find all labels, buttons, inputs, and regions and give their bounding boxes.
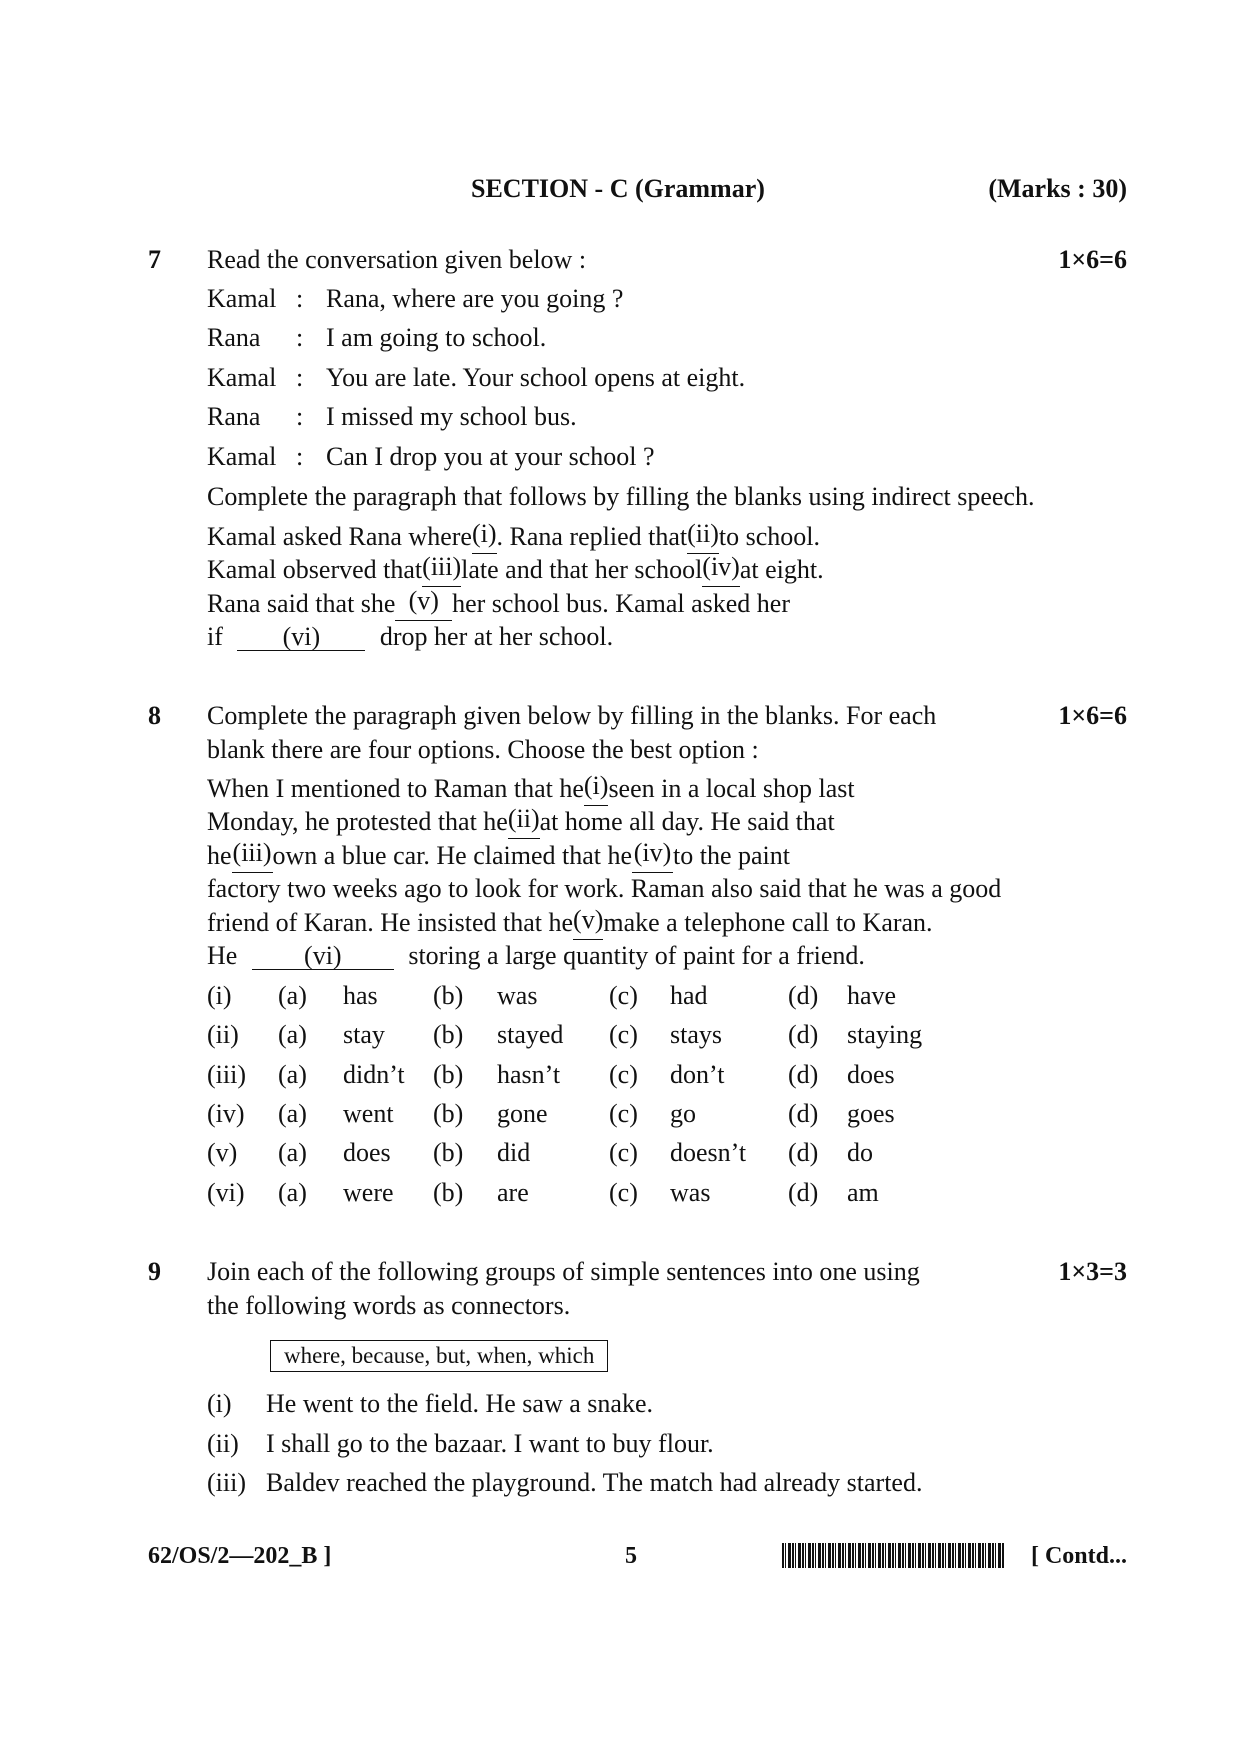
option-letter: (d) — [788, 1178, 819, 1207]
q7-prompt: Read the conversation given below : — [207, 245, 587, 274]
option-letter: (a) — [278, 1020, 307, 1049]
option-value: go — [670, 1099, 696, 1128]
dialogue-speaker: Kamal — [207, 442, 277, 471]
option-value: stay — [343, 1020, 385, 1049]
option-letter: (d) — [788, 981, 819, 1010]
dialogue-line: Rana, where are you going ? — [326, 284, 624, 313]
option-value: don’t — [670, 1060, 725, 1089]
q9-item-text: Baldev reached the playground. The match had already started. — [266, 1468, 923, 1497]
option-value: am — [847, 1178, 879, 1207]
option-letter: (c) — [609, 1099, 638, 1128]
option-letter: (d) — [788, 1138, 819, 1167]
option-value: was — [497, 981, 538, 1010]
q7-paragraph-line: Rana said that she (v) her school bus. Kamal asked her — [207, 587, 790, 621]
option-letter: (c) — [609, 1178, 638, 1207]
dialogue-line: Can I drop you at your school ? — [326, 442, 655, 471]
option-value: has — [343, 981, 378, 1010]
blank-v: (v) — [573, 906, 603, 940]
blank-iv: (iv) — [702, 553, 740, 587]
q7-instruction: Complete the paragraph that follows by filling the blanks using indirect speech. — [207, 482, 1035, 511]
option-value: was — [670, 1178, 711, 1207]
option-letter: (b) — [433, 1178, 464, 1207]
option-letter: (a) — [278, 1178, 307, 1207]
continued-label: [ Contd... — [1030, 1543, 1127, 1569]
q9-prompt-cont: the following words as connectors. — [207, 1291, 571, 1320]
dialogue-speaker: Rana — [207, 323, 261, 352]
q7-paragraph-line: if (vi) drop her at her school. — [207, 622, 614, 651]
barcode-icon — [782, 1543, 1004, 1568]
blank-ii: (ii) — [687, 520, 719, 554]
q8-paragraph-line: Monday, he protested that he (ii) at home all day. He said that — [207, 805, 790, 839]
option-value: staying — [847, 1020, 923, 1049]
option-number: (iv) — [207, 1099, 245, 1128]
q7-marks: 1×6=6 — [1058, 245, 1127, 274]
q8-paragraph-line: friend of Karan. He insisted that he (v) make a telephone call to Karan. — [207, 906, 790, 940]
option-value: have — [847, 981, 897, 1010]
dialogue-speaker: Rana — [207, 402, 261, 431]
q8-paragraph-line: factory two weeks ago to look for work. Raman also said that he was a good — [207, 874, 1002, 903]
q8-prompt: Complete the paragraph given below by filling in the blanks. For each — [207, 701, 937, 730]
q8-number: 8 — [148, 701, 161, 730]
option-value: do — [847, 1138, 873, 1167]
blank-vi: (vi) — [252, 942, 394, 970]
dialogue-speaker: Kamal — [207, 284, 277, 313]
option-value: does — [847, 1060, 895, 1089]
option-letter: (a) — [278, 1138, 307, 1167]
q9-item-text: I shall go to the bazaar. I want to buy flour. — [266, 1429, 714, 1458]
option-value: stays — [670, 1020, 722, 1049]
q9-item-number: (ii) — [207, 1429, 239, 1458]
option-number: (v) — [207, 1138, 238, 1167]
q9-item-text: He went to the field. He saw a snake. — [266, 1389, 653, 1418]
blank-i: (i) — [472, 520, 497, 554]
option-number: (iii) — [207, 1060, 246, 1089]
section-marks: (Marks : 30) — [988, 174, 1127, 203]
blank-iii: (iii) — [422, 553, 461, 587]
connectors-box: where, because, but, when, which — [270, 1340, 608, 1372]
blank-v: (v) — [395, 587, 452, 621]
q7-paragraph-line: Kamal asked Rana where (i) . Rana replied that (ii) to school. — [207, 520, 790, 554]
q8-marks: 1×6=6 — [1058, 701, 1127, 730]
option-value: didn’t — [343, 1060, 405, 1089]
option-letter: (a) — [278, 981, 307, 1010]
page-number: 5 — [625, 1543, 637, 1569]
option-value: were — [343, 1178, 394, 1207]
blank-vi: (vi) — [237, 623, 365, 651]
option-value: had — [670, 981, 708, 1010]
option-value: are — [497, 1178, 529, 1207]
option-value: goes — [847, 1099, 895, 1128]
blank-iii: (iii) — [232, 839, 273, 873]
paper-code: 62/OS/2—202_B ] — [148, 1543, 332, 1569]
dialogue-colon: : — [296, 363, 304, 392]
option-value: gone — [497, 1099, 548, 1128]
blank-i: (i) — [584, 772, 609, 806]
option-letter: (d) — [788, 1099, 819, 1128]
q9-item-number: (iii) — [207, 1468, 246, 1497]
option-value: did — [497, 1138, 531, 1167]
q9-prompt: Join each of the following groups of simple sentences into one using — [207, 1257, 920, 1286]
dialogue-line: You are late. Your school opens at eight. — [326, 363, 746, 392]
option-letter: (b) — [433, 1099, 464, 1128]
option-letter: (c) — [609, 1060, 638, 1089]
option-value: went — [343, 1099, 394, 1128]
option-letter: (b) — [433, 1138, 464, 1167]
q8-paragraph-line: He (vi) storing a large quantity of paint for a friend. — [207, 941, 865, 970]
option-value: does — [343, 1138, 391, 1167]
option-letter: (d) — [788, 1060, 819, 1089]
option-number: (vi) — [207, 1178, 245, 1207]
blank-iv: (iv) — [632, 839, 673, 873]
option-letter: (b) — [433, 981, 464, 1010]
option-number: (i) — [207, 981, 232, 1010]
q9-number: 9 — [148, 1257, 161, 1286]
dialogue-colon: : — [296, 442, 304, 471]
option-letter: (a) — [278, 1060, 307, 1089]
option-value: stayed — [497, 1020, 564, 1049]
option-letter: (b) — [433, 1020, 464, 1049]
q8-prompt-cont: blank there are four options. Choose the best option : — [207, 735, 759, 764]
option-letter: (a) — [278, 1099, 307, 1128]
dialogue-speaker: Kamal — [207, 363, 277, 392]
q7-number: 7 — [148, 245, 161, 274]
dialogue-line: I missed my school bus. — [326, 402, 577, 431]
option-letter: (d) — [788, 1020, 819, 1049]
option-value: doesn’t — [670, 1138, 747, 1167]
q9-item-number: (i) — [207, 1389, 232, 1418]
option-letter: (b) — [433, 1060, 464, 1089]
section-title: SECTION - C (Grammar) — [471, 174, 765, 203]
q8-paragraph-line: When I mentioned to Raman that he (i) seen in a local shop last — [207, 772, 790, 806]
option-number: (ii) — [207, 1020, 239, 1049]
blank-ii: (ii) — [508, 805, 540, 839]
dialogue-colon: : — [296, 323, 304, 352]
option-letter: (c) — [609, 981, 638, 1010]
option-value: hasn’t — [497, 1060, 561, 1089]
dialogue-colon: : — [296, 402, 304, 431]
option-letter: (c) — [609, 1138, 638, 1167]
option-letter: (c) — [609, 1020, 638, 1049]
q7-paragraph-line: Kamal observed that (iii) late and that her school (iv) at eight. — [207, 553, 790, 587]
dialogue-line: I am going to school. — [326, 323, 547, 352]
dialogue-colon: : — [296, 284, 304, 313]
q9-marks: 1×3=3 — [1058, 1257, 1127, 1286]
q8-paragraph-line: he (iii) own a blue car. He claimed that he (iv) to the paint — [207, 839, 790, 873]
